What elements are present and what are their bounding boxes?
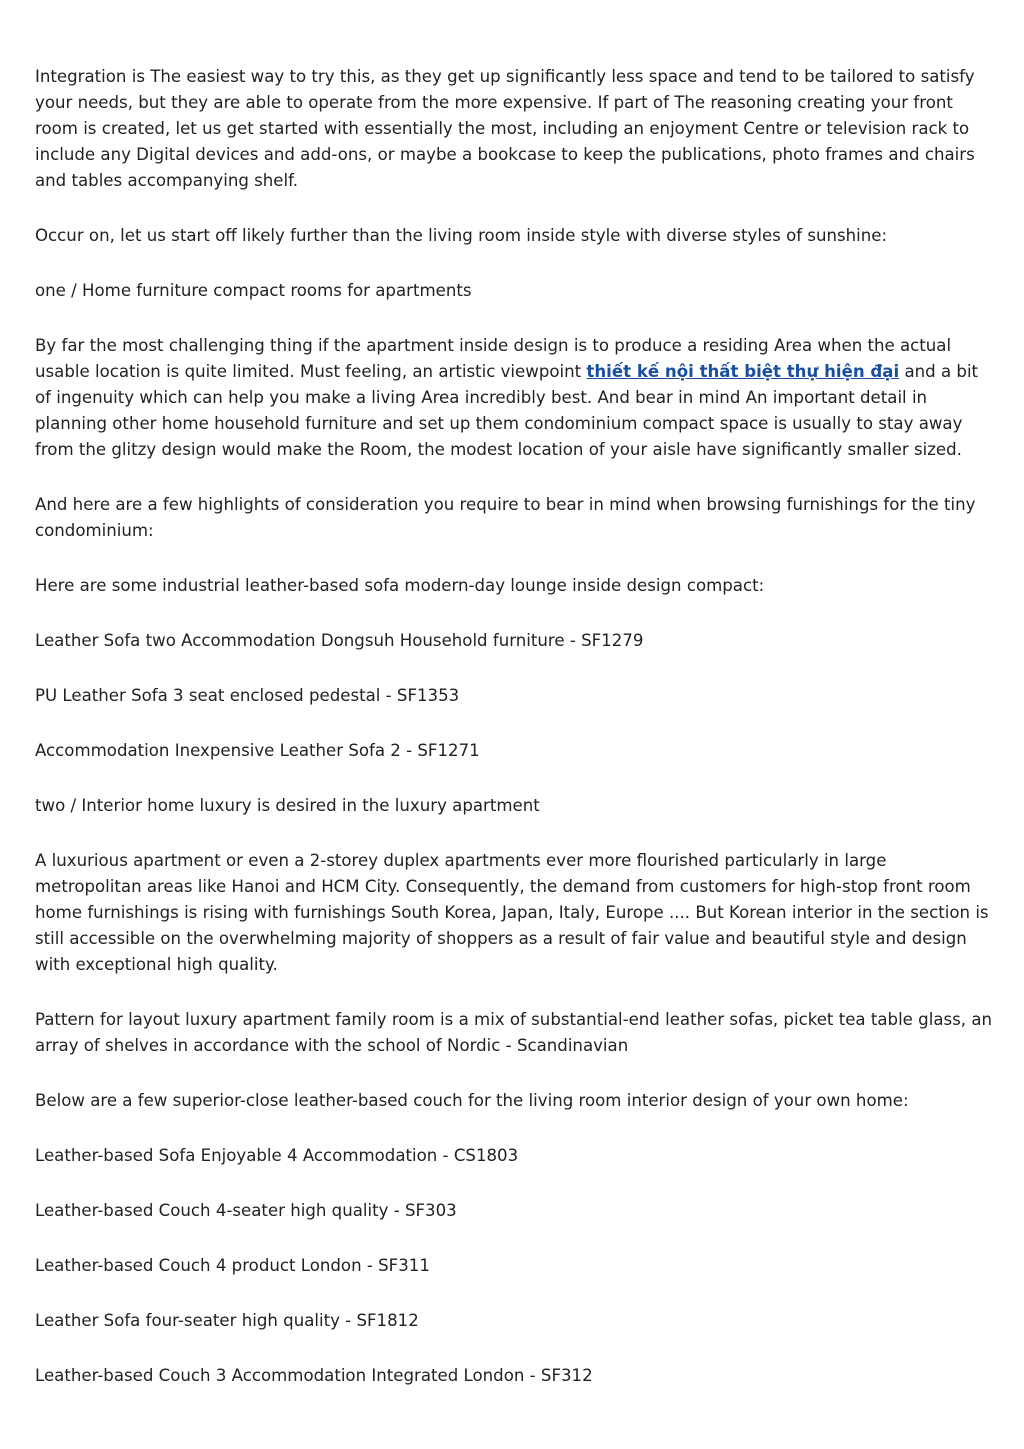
product-item-sf311: Leather-based Couch 4 product London - SF311 — [35, 1256, 430, 1275]
paragraph-challenge — [35, 333, 993, 463]
interior-design-link[interactable]: thiết kế nội thất biệt thự hiện đại — [586, 362, 900, 381]
paragraph-challenge-text-before: By far the most challenging thing if the apartment inside design is to produce a residing Area when the actual usable location is quite limited. Must feeling, an artistic viewpoint — [35, 336, 952, 381]
product-item-sf1271: Accommodation Inexpensive Leather Sofa 2 - SF1271 — [35, 741, 480, 760]
product-item-sf1812: Leather Sofa four-seater high quality - SF1812 — [35, 1311, 419, 1330]
product-item-sf312: Leather-based Couch 3 Accommodation Integrated London - SF312 — [35, 1366, 593, 1385]
paragraph-superior-couch: Below are a few superior-close leather-based couch for the living room interior design of your own home: — [35, 1091, 909, 1110]
paragraph-industrial-sofas: Here are some industrial leather-based sofa modern-day lounge inside design compact: — [35, 576, 765, 595]
document-body — [35, 64, 993, 1418]
product-item-sf1279: Leather Sofa two Accommodation Dongsuh Household furniture - SF1279 — [35, 631, 644, 650]
section-heading-luxury: two / Interior home luxury is desired in the luxury apartment — [35, 796, 540, 815]
product-item-cs1803: Leather-based Sofa Enjoyable 4 Accommodation - CS1803 — [35, 1146, 519, 1165]
paragraph-luxury-apartment: A luxurious apartment or even a 2-storey duplex apartments ever more flourished particularly in large metropolitan areas like Hanoi and HCM City. Consequently, the demand from customers for high-stop front room home furnishings is rising with furnishings South Korea, Japan, Italy, Europe .... But Korean interior in the section is still accessible on the overwhelming majority of shoppers as a result of fair value and beautiful style and design with exceptional high quality. — [35, 851, 989, 974]
paragraph-pattern: Pattern for layout luxury apartment family room is a mix of substantial-end leather sofas, picket tea table glass, an array of shelves in accordance with the school of Nordic - Scandinavian — [35, 1010, 993, 1055]
paragraph-challenge-text-after: and a bit of ingenuity which can help you make a living Area incredibly best. And bear in mind An important detail in planning other home household furniture and set up them condominium compact space is usually to stay away from the glitzy design would make the Room, the modest location of your aisle have significantly smaller sized. — [35, 362, 979, 459]
paragraph-intro: Integration is The easiest way to try this, as they get up significantly less space and tend to be tailored to satisfy your needs, but they are able to operate from the more expensive. If part of The reasoning creating your front room is created, let us get started with essentially the most, including an enjoyment Centre or television rack to include any Digital devices and add-ons, or maybe a bookcase to keep the publications, photo frames and chairs and tables accompanying shelf. — [35, 67, 975, 190]
paragraph-highlights: And here are a few highlights of consideration you require to bear in mind when browsing furnishings for the tiny condominium: — [35, 495, 976, 540]
product-item-sf303: Leather-based Couch 4-seater high quality - SF303 — [35, 1201, 457, 1220]
product-item-sf1353: PU Leather Sofa 3 seat enclosed pedestal - SF1353 — [35, 686, 460, 705]
section-heading-compact-rooms: one / Home furniture compact rooms for apartments — [35, 281, 472, 300]
paragraph-lighting: Occur on, let us start off likely further than the living room inside style with diverse styles of sunshine: — [35, 226, 888, 245]
